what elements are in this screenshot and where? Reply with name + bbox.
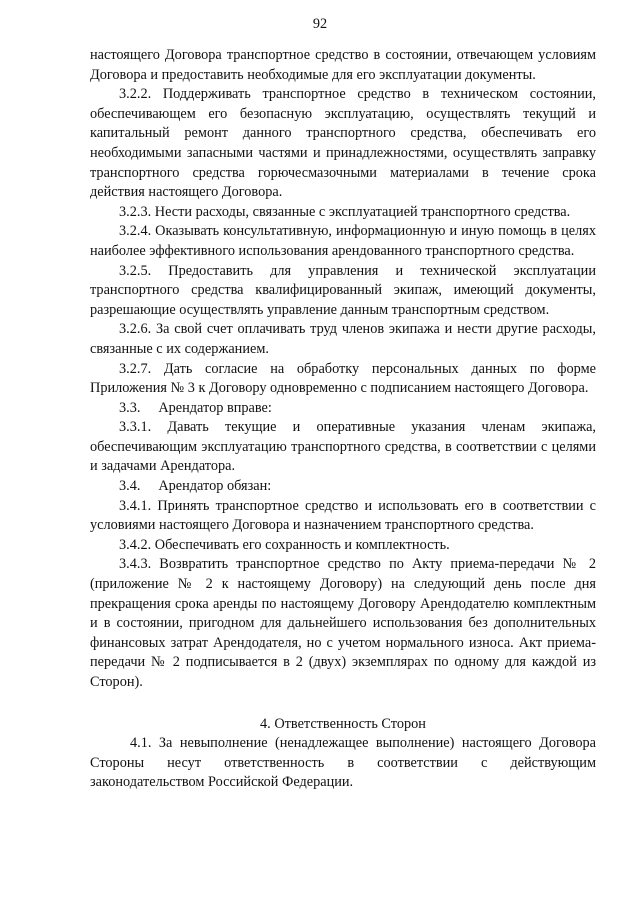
paragraph-3-2-5: 3.2.5. Предоставить для управления и технической эксплуатации транспортного средства квалифицированный экипаж, имеющий документы, разрешающие осуществлять управление данным транспортным средством.	[90, 262, 596, 318]
paragraph-3-4-2: 3.4.2. Обеспечивать его сохранность и комплектность.	[119, 536, 450, 553]
document-body	[90, 46, 596, 793]
paragraph-4-1: 4.1. За невыполнение (ненадлежащее выполнение) настоящего Договора Стороны несут ответственность в соответствии с действующим законодательством Российской Федерации.	[90, 735, 596, 791]
paragraph-3-3: 3.3. Арендатор вправе:	[119, 399, 272, 416]
paragraph-continuation: настоящего Договора транспортное средство в состоянии, отвечающем условиям Договора и предоставить необходимые для его эксплуатации документы.	[90, 47, 596, 83]
paragraph-3-4: 3.4. Арендатор обязан:	[119, 478, 272, 495]
paragraph-3-2-3: 3.2.3. Нести расходы, связанные с эксплуатацией транспортного средства.	[119, 203, 571, 220]
section-heading: 4. Ответственность Сторон	[260, 715, 426, 732]
paragraph-3-3-1: 3.3.1. Давать текущие и оперативные указания членам экипажа, обеспечивающим эксплуатацию транспортного средства, в соответствии с целями и задачами Арендатора.	[90, 419, 596, 475]
paragraph-3-4-3: 3.4.3. Возвратить транспортное средство по Акту приема-передачи № 2 (приложение № 2 к настоящему Договору) на следующий день после дня прекращения срока аренды по настоящему Договору Арендодателю комплектным и в состоянии, пригодном для дальнейшего использования без дополнительных финансовых затрат Арендодателя, но с учетом нормального износа. Акт приема-передачи № 2 подписывается в 2 (двух) экземплярах по одному для каждой из Сторон).	[90, 556, 596, 690]
paragraph-3-2-7: 3.2.7. Дать согласие на обработку персональных данных по форме Приложения № 3 к Договору одновременно с подписанием настоящего Договора.	[90, 360, 596, 397]
paragraph-3-4-1: 3.4.1. Принять транспортное средство и использовать его в соответствии с условиями настоящего Договора и назначением транспортного средства.	[90, 497, 596, 534]
paragraph-3-2-4: 3.2.4. Оказывать консультативную, информационную и иную помощь в целях наиболее эффективного использования арендованного транспортного средства.	[90, 223, 596, 259]
paragraph-3-2-2: 3.2.2. Поддерживать транспортное средство в техническом состоянии, обеспечивающем его безопасную эксплуатацию, осуществлять текущий и капитальный ремонт данного транспортного средства, обеспечивать его необходимыми запасными частями и принадлежностями, осуществлять заправку транспортного средства горючесмазочными материалами в течение срока действия настоящего Договора.	[90, 86, 596, 201]
page-number: 92	[312, 16, 328, 32]
paragraph-3-2-6: 3.2.6. За свой счет оплачивать труд членов экипажа и нести другие расходы, связанные с их содержанием.	[90, 321, 596, 357]
